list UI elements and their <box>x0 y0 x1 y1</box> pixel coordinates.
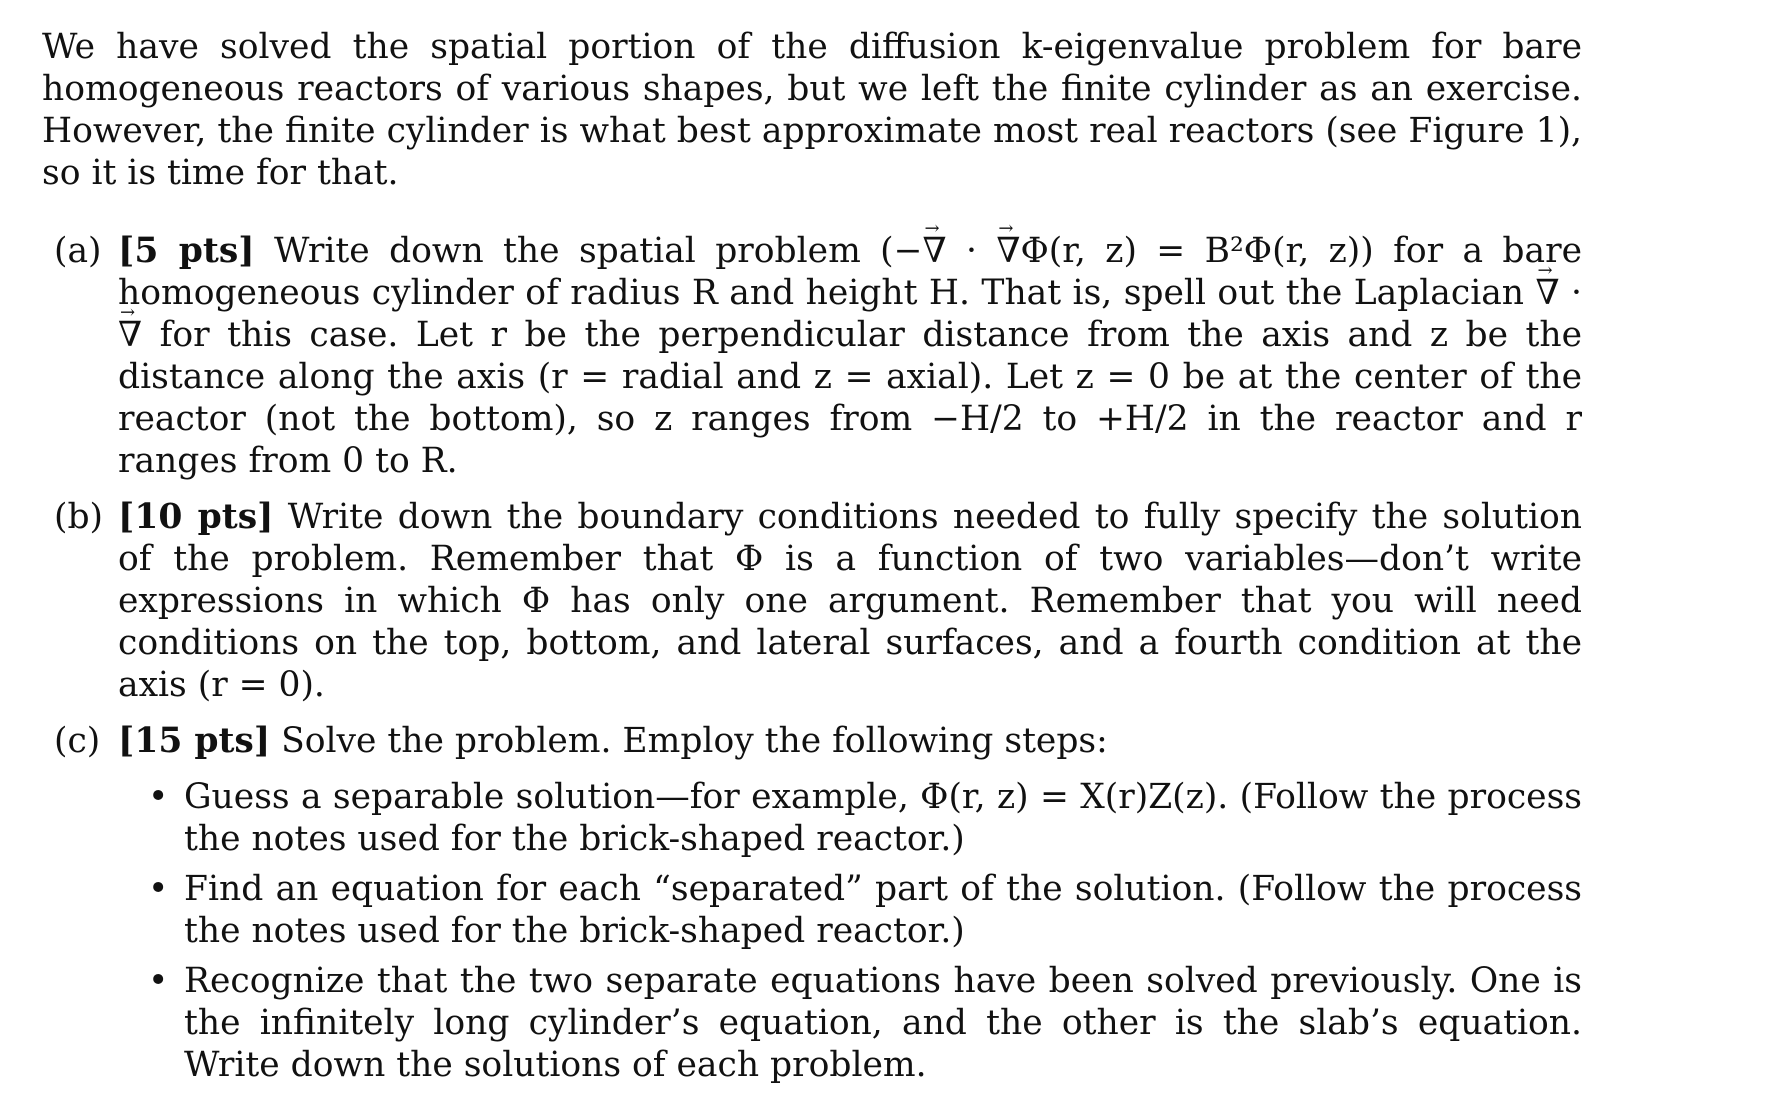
intro-paragraph: We have solved the spatial portion of the diffusion k-eigenvalue problem for bare homogeneous reactors of various shapes, but we left the finite cylinder as an exercise. However, the finite cylinder is what best approximate most real reactors (see Figure 1), so it is time for that. <box>42 27 1582 193</box>
part-a-label: (a) <box>54 231 102 271</box>
part-a-text-5: for this case. Let r be the perpendicular distance from the axis and z be the distance along the axis (r = radial and z = axial). Let z = 0 be at the center of the reactor (not the bottom), so z ranges from −H/2 to +H/2 in the reactor and r ranges from 0 to R. <box>118 315 1582 481</box>
nabla-symbol: ∇ → <box>118 314 142 356</box>
nabla-symbol: ∇ → <box>923 230 947 272</box>
part-a-text-2: · <box>946 231 997 271</box>
part-a-text-4: · <box>1559 273 1582 313</box>
part-c-points: [15 pts] <box>118 721 271 761</box>
part-c-text: Solve the problem. Employ the following steps: <box>270 721 1108 761</box>
part-c-steps-list <box>118 776 1582 1086</box>
part-b-text: Write down the boundary conditions needed to fully specify the solution of the problem. Remember that Φ is a function of two variables—don’t write expressions in which Φ has only one argument. Remember that you will need conditions on the top, bottom, and lateral surfaces, and a fourth condition at the axis (r = 0). <box>118 497 1583 705</box>
part-a-text-1: Write down the spatial problem (− <box>254 231 923 271</box>
list-item: • Guess a separable solution—for example, Φ(r, z) = X(r)Z(z). (Follow the process the notes used for the brick-shaped reactor.) <box>118 776 1582 860</box>
part-b <box>42 496 1582 706</box>
part-b-points: [10 pts] <box>118 497 274 537</box>
part-a <box>42 230 1582 482</box>
part-c <box>42 720 1582 1086</box>
part-a-text-3: Φ(r, z) = B²Φ(r, z)) for a bare homogeneous cylinder of radius R and height H. That is, spell out the Laplacian <box>118 231 1582 313</box>
problem-document <box>42 26 1582 1100</box>
part-c-label: (c) <box>54 721 101 761</box>
part-a-points: [5 pts] <box>118 231 255 271</box>
nabla-symbol: ∇ → <box>1535 272 1559 314</box>
part-b-label: (b) <box>54 497 104 537</box>
list-item: • Recognize that the two separate equations have been solved previously. One is the infinitely long cylinder’s equation, and the other is the slab’s equation. Write down the solutions of each problem. <box>118 960 1582 1086</box>
list-item: • Find an equation for each “separated” part of the solution. (Follow the process the notes used for the brick-shaped reactor.) <box>118 868 1582 952</box>
nabla-symbol: ∇ → <box>996 230 1020 272</box>
